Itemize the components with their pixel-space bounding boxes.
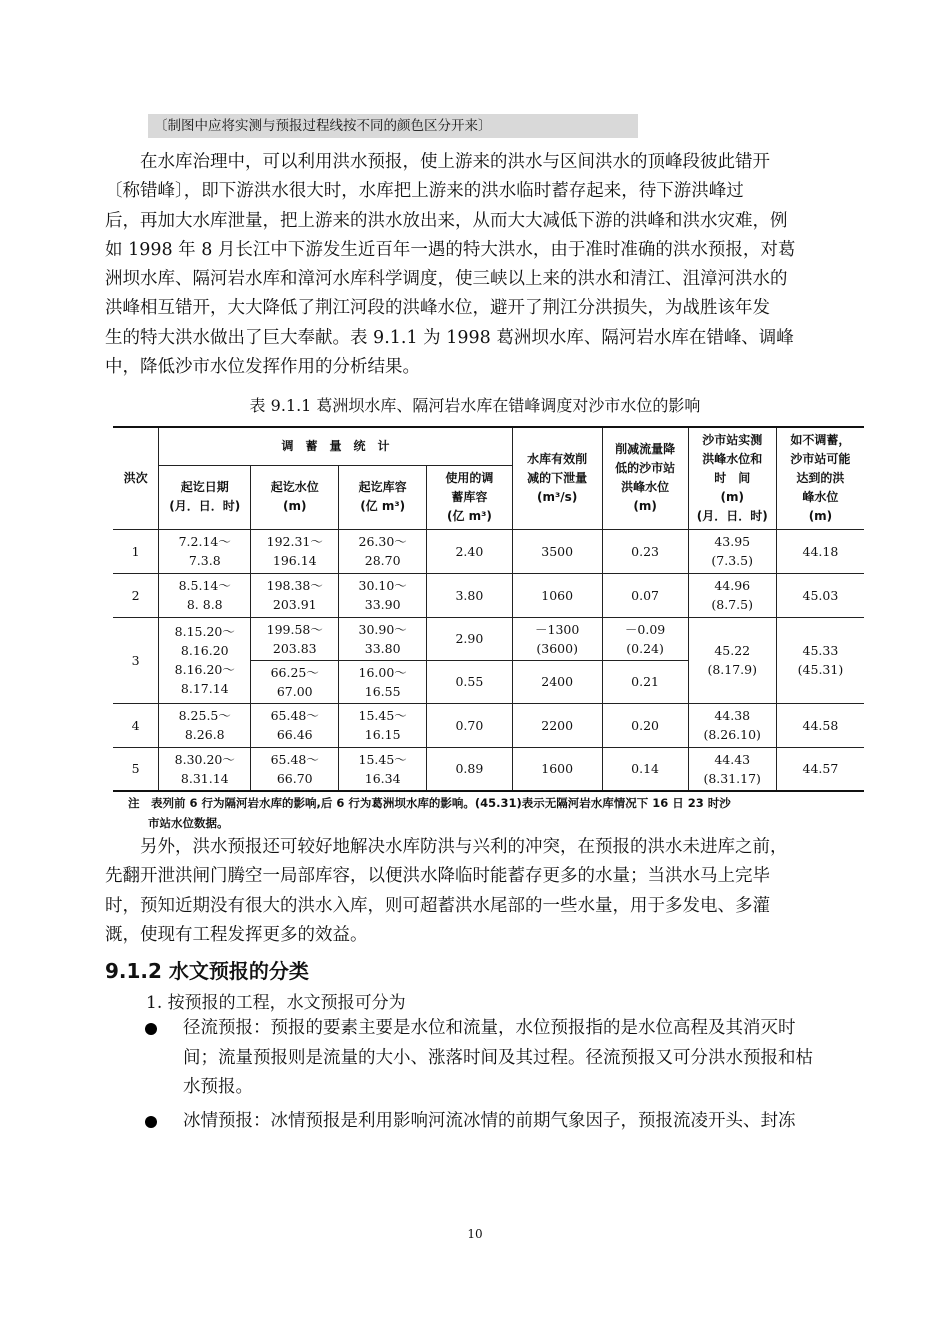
cell-reduce: 1600	[512, 747, 602, 791]
cell-reduce: 1060	[512, 573, 602, 617]
table-row	[113, 703, 864, 747]
table-note	[128, 793, 868, 833]
cell-actual: 44.38 (8.26.10)	[688, 703, 776, 747]
bullet-dot-icon	[145, 1116, 157, 1128]
cell-capacity: 15.45～ 16.15	[339, 703, 427, 747]
cell-date: 7.2.14～ 7.3.8	[159, 529, 251, 573]
cell-used: 3.80	[427, 573, 513, 617]
cell-actual: 44.43 (8.31.17)	[688, 747, 776, 791]
para2-line: 时，预知近期没有很大的洪水入库，则可超蓄洪水尾部的一些水量，用于多发电、多灌	[105, 895, 770, 916]
table-row	[113, 617, 864, 660]
cell-reduce: 2400	[512, 660, 602, 703]
cell-level: 198.38～ 203.91	[251, 573, 339, 617]
cell-flood: 2	[113, 573, 159, 617]
cell-used: 0.55	[427, 660, 513, 703]
cell-reduce: 3500	[512, 529, 602, 573]
header-without: 如不调蓄， 沙市站可能 达到的洪 峰水位 (m)	[776, 427, 864, 529]
table-row	[113, 573, 864, 617]
table-row	[113, 747, 864, 791]
cell-reduce: －1300 (3600)	[512, 617, 602, 660]
cell-without: 45.03	[776, 573, 864, 617]
cell-level: 65.48～ 66.70	[251, 747, 339, 791]
cell-lower: 0.21	[602, 660, 688, 703]
cell-lower: 0.20	[602, 703, 688, 747]
para1-line: 洲坝水库、隔河岩水库和漳河水库科学调度，使三峡以上来的洪水和清江、沮漳河洪水的	[105, 269, 788, 290]
header-capacity: 起讫库容 (亿 m³)	[339, 465, 427, 529]
flood-table	[113, 426, 864, 792]
bullet-line: 冰情预报：冰情预报是利用影响河流冰情的前期气象因子，预报流凌开头、封冻	[183, 1111, 796, 1131]
section-title: 9.1.2 水文预报的分类	[105, 959, 309, 983]
table-note-line: 市站水位数据。	[148, 816, 229, 830]
para2-line: 溉，使现有工程发挥更多的效益。	[105, 924, 368, 945]
cell-actual: 44.96 (8.7.5)	[688, 573, 776, 617]
cell-used: 0.89	[427, 747, 513, 791]
table-note-line: 注 表列前 6 行为隔河岩水库的影响,后 6 行为葛洲坝水库的影响。(45.31)表示无隔河岩水库情况下 16 日 23 时沙	[128, 796, 731, 810]
note-box: 〔制图中应将实测与预报过程线按不同的颜色区分开来〕	[148, 114, 638, 138]
page-number: 10	[467, 1227, 483, 1241]
cell-capacity: 26.30～ 28.70	[339, 529, 427, 573]
header-actual: 沙市站实测 洪峰水位和 时 间 (m) (月．日．时)	[688, 427, 776, 529]
bullet-runoff	[105, 1014, 850, 1103]
para1-line: 生的特大洪水做出了巨大奉献。表 9.1.1 为 1998 葛洲坝水库、隔河岩水库在错峰、调峰	[105, 327, 794, 348]
bullet-line: 间；流量预报则是流量的大小、涨落时间及其过程。径流预报又可分洪水预报和枯	[183, 1047, 813, 1068]
cell-date: 8.15.20～ 8.16.20 8.16.20～ 8.17.14	[159, 617, 251, 703]
cell-without: 44.57	[776, 747, 864, 791]
para2-line: 另外，洪水预报还可较好地解决水库防洪与兴利的冲突，在预报的洪水未进库之前，	[105, 837, 788, 857]
cell-lower: 0.07	[602, 573, 688, 617]
paragraph-2	[105, 833, 850, 950]
cell-without: 45.33 (45.31)	[776, 617, 864, 703]
para1-line: 中，降低沙市水位发挥作用的分析结果。	[105, 357, 420, 378]
cell-used: 2.90	[427, 617, 513, 660]
header-flood: 洪次	[113, 427, 159, 529]
bullet-ice	[105, 1107, 850, 1137]
cell-flood: 5	[113, 747, 159, 791]
cell-level: 66.25～ 67.00	[251, 660, 339, 703]
para2-line: 先翻开泄洪闸门腾空一局部库容，以便洪水降临时能蓄存更多的水量；当洪水马上完毕	[105, 866, 770, 887]
para1-line: 后，再加大水库泄量，把上游来的洪水放出来，从而大大减低下游的洪峰和洪水灾难，例	[105, 210, 788, 231]
cell-flood: 3	[113, 617, 159, 703]
cell-date: 8.5.14～ 8. 8.8	[159, 573, 251, 617]
cell-date: 8.25.5～ 8.26.8	[159, 703, 251, 747]
sub-item: 1. 按预报的工程，水文预报可分为	[146, 993, 406, 1013]
header-group: 调 蓄 量 统 计	[159, 427, 512, 465]
cell-level: 192.31～ 196.14	[251, 529, 339, 573]
bullet-line: 径流预报：预报的要素主要是水位和流量，水位预报指的是水位高程及其消灭时	[183, 1018, 796, 1038]
cell-flood: 4	[113, 703, 159, 747]
cell-actual: 43.95 (7.3.5)	[688, 529, 776, 573]
cell-actual: 45.22 (8.17.9)	[688, 617, 776, 703]
cell-reduce: 2200	[512, 703, 602, 747]
cell-lower: 0.23	[602, 529, 688, 573]
header-level: 起讫水位 (m)	[251, 465, 339, 529]
bullet-dot-icon	[145, 1023, 157, 1035]
cell-without: 44.58	[776, 703, 864, 747]
header-used: 使用的调 蓄库容 (亿 m³)	[427, 465, 513, 529]
cell-lower: －0.09 (0.24)	[602, 617, 688, 660]
bullet-line: 水预报。	[183, 1077, 253, 1097]
para1-line: 洪峰相互错开，大大降低了荆江河段的洪峰水位，避开了荆江分洪损失，为战胜该年发	[105, 298, 770, 319]
header-lower: 削减流量降 低的沙市站 洪峰水位 (m)	[602, 427, 688, 529]
cell-level: 65.48～ 66.46	[251, 703, 339, 747]
cell-lower: 0.14	[602, 747, 688, 791]
header-date: 起讫日期 (月．日．时)	[159, 465, 251, 529]
header-reduce: 水库有效削 减的下泄量 (m³/s)	[512, 427, 602, 529]
table-caption: 表 9.1.1 葛洲坝水库、隔河岩水库在错峰调度对沙市水位的影响	[249, 396, 701, 415]
cell-used: 0.70	[427, 703, 513, 747]
cell-capacity: 15.45～ 16.34	[339, 747, 427, 791]
cell-used: 2.40	[427, 529, 513, 573]
para1-line: 如 1998 年 8 月长江中下游发生近百年一遇的特大洪水，由于准时准确的洪水预报，对葛	[105, 239, 796, 260]
paragraph-1	[105, 148, 850, 382]
cell-capacity: 16.00～ 16.55	[339, 660, 427, 703]
cell-level: 199.58～ 203.83	[251, 617, 339, 660]
cell-without: 44.18	[776, 529, 864, 573]
cell-capacity: 30.90～ 33.80	[339, 617, 427, 660]
cell-capacity: 30.10～ 33.90	[339, 573, 427, 617]
cell-date: 8.30.20～ 8.31.14	[159, 747, 251, 791]
table-row	[113, 529, 864, 573]
para1-line: 在水库治理中，可以利用洪水预报，使上游来的洪水与区间洪水的顶峰段彼此错开	[105, 152, 770, 172]
para1-line: 〔称错峰〕，即下游洪水很大时，水库把上游来的洪水临时蓄存起来，待下游洪峰过	[105, 181, 744, 202]
cell-flood: 1	[113, 529, 159, 573]
